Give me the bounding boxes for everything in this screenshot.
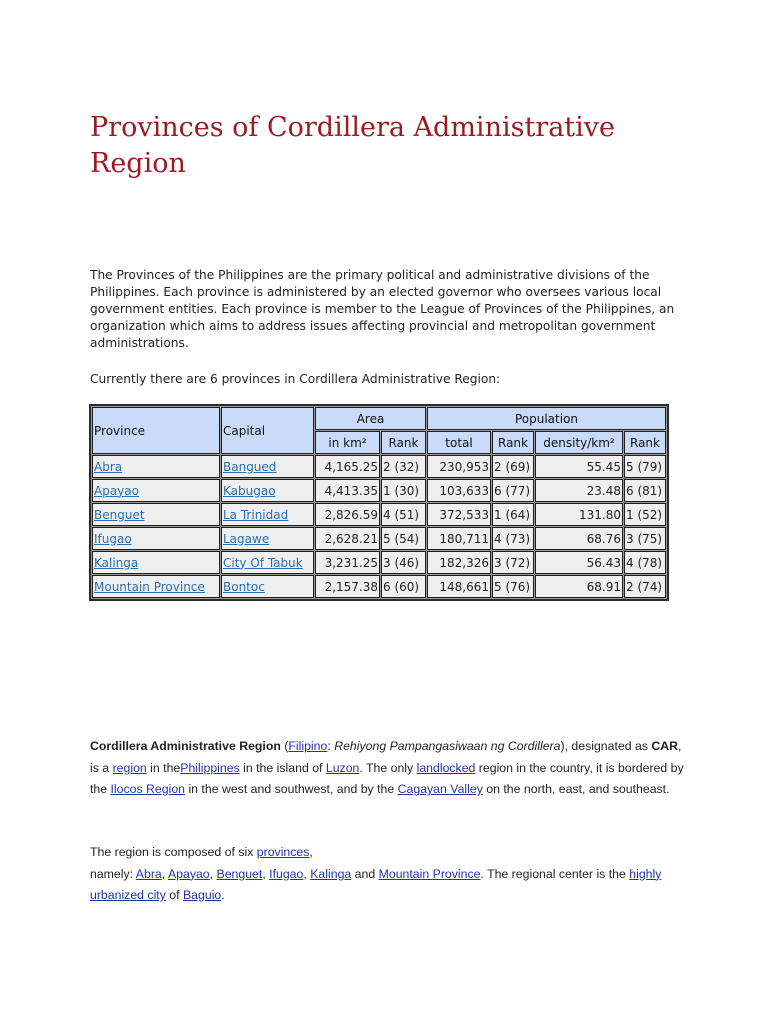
provinces-link[interactable]: provinces xyxy=(256,845,310,859)
philippines-link[interactable]: Philippines xyxy=(180,760,240,775)
capital-link[interactable]: City Of Tabuk xyxy=(223,555,303,570)
population-rank: 5 (76) xyxy=(492,575,534,598)
car-bold: CAR xyxy=(651,739,679,753)
density-rank: 5 (79) xyxy=(624,455,666,478)
header-pop-total: total xyxy=(427,431,491,454)
density-value: 68.91 xyxy=(535,575,623,598)
intro-paragraph: The Provinces of the Philippines are the primary political and administrative divisions of the Philippines. Each province is administered by an elected governor who oversees various local government entities. Each province is member to the League of Provinces of the Philippines, an organization which aims to address issues affecting provincial and metropolitan government administrations. xyxy=(90,268,675,350)
mountain-province-link[interactable]: Mountain Province xyxy=(378,866,481,881)
filipino-link[interactable]: Filipino xyxy=(288,739,328,753)
area-value: 4,413.35 xyxy=(315,479,380,502)
page-title: Provinces of Cordillera Administrative Region xyxy=(90,112,616,179)
highly-urbanized-city-link[interactable]: highly urbanized city xyxy=(90,866,662,902)
header-area: Area xyxy=(315,407,426,430)
region-description-paragraph: Cordillera Administrative Region (Filipino: Rehiyong Pampangasiwaan ng Cordillera), designated as CAR, is a region in thePhilippines in the island of Luzon. The only landlocked region in the country, it is bordered by the Ilocos Region in the west and southwest, and by the Cagayan Valley on the north, east, and southeast. xyxy=(90,739,684,796)
capital-link[interactable]: La Trinidad xyxy=(223,507,289,522)
table-row xyxy=(92,575,666,598)
province-link[interactable]: Abra xyxy=(94,459,123,474)
filipino-name: Rehiyong Pampangasiwaan ng Cordillera xyxy=(334,739,561,753)
table-row xyxy=(92,503,666,526)
population-total: 182,326 xyxy=(427,551,491,574)
capital-link[interactable]: Lagawe xyxy=(223,531,270,546)
density-value: 56.43 xyxy=(535,551,623,574)
region-link[interactable]: region xyxy=(112,760,147,775)
header-area-km: in km² xyxy=(315,431,380,454)
baguio-link[interactable]: Baguio xyxy=(182,888,222,902)
province-link[interactable]: Kalinga xyxy=(94,555,139,570)
area-value: 2,157.38 xyxy=(315,575,380,598)
population-rank: 2 (69) xyxy=(492,455,534,478)
area-rank: 2 (32) xyxy=(381,455,426,478)
population-rank: 3 (72) xyxy=(492,551,534,574)
cagayan-valley-link[interactable]: Cagayan Valley xyxy=(397,782,483,796)
header-density-rank: Rank xyxy=(624,431,666,454)
population-total: 103,633 xyxy=(427,479,491,502)
density-rank: 3 (75) xyxy=(624,527,666,550)
density-value: 55.45 xyxy=(535,455,623,478)
ifugao-link[interactable]: Ifugao xyxy=(269,866,304,881)
area-rank: 6 (60) xyxy=(381,575,426,598)
capital-link[interactable]: Bangued xyxy=(223,459,277,474)
table-row xyxy=(92,455,666,478)
population-total: 372,533 xyxy=(427,503,491,526)
region-name-bold: Cordillera Administrative Region xyxy=(90,739,281,753)
area-rank: 5 (54) xyxy=(381,527,426,550)
area-rank: 4 (51) xyxy=(381,503,426,526)
header-density: density/km² xyxy=(535,431,623,454)
density-value: 131.80 xyxy=(535,503,623,526)
density-rank: 1 (52) xyxy=(624,503,666,526)
area-value: 2,628.21 xyxy=(315,527,380,550)
abra-link[interactable]: Abra xyxy=(135,866,162,881)
density-value: 68.76 xyxy=(535,527,623,550)
header-capital: Capital xyxy=(221,407,314,454)
apayao-link[interactable]: Apayao xyxy=(167,866,210,881)
population-total: 148,661 xyxy=(427,575,491,598)
header-population: Population xyxy=(427,407,666,430)
population-total: 230,953 xyxy=(427,455,491,478)
header-pop-rank: Rank xyxy=(492,431,534,454)
area-value: 2,826.59 xyxy=(315,503,380,526)
population-rank: 6 (77) xyxy=(492,479,534,502)
ilocos-region-link[interactable]: Ilocos Region xyxy=(110,782,186,796)
province-link[interactable]: Mountain Province xyxy=(94,579,205,594)
density-rank: 4 (78) xyxy=(624,551,666,574)
header-area-rank: Rank xyxy=(381,431,426,454)
population-total: 180,711 xyxy=(427,527,491,550)
province-link[interactable]: Benguet xyxy=(94,507,145,522)
capital-link[interactable]: Bontoc xyxy=(223,579,265,594)
table-row xyxy=(92,527,666,550)
capital-link[interactable]: Kabugao xyxy=(223,483,276,498)
kalinga-link[interactable]: Kalinga xyxy=(310,866,352,881)
area-rank: 1 (30) xyxy=(381,479,426,502)
table-row xyxy=(92,551,666,574)
population-rank: 4 (73) xyxy=(492,527,534,550)
area-rank: 3 (46) xyxy=(381,551,426,574)
provinces-table xyxy=(89,404,669,601)
luzon-link[interactable]: Luzon xyxy=(325,760,360,775)
header-province: Province xyxy=(92,407,220,454)
density-rank: 6 (81) xyxy=(624,479,666,502)
province-link[interactable]: Ifugao xyxy=(94,531,132,546)
population-rank: 1 (64) xyxy=(492,503,534,526)
area-value: 3,231.25 xyxy=(315,551,380,574)
region-composition-paragraph: The region is composed of six provinces, namely: Abra, Apayao, Benguet, Ifugao, Kalinga and Mountain Province. The regional center is the highly urbanized city of Baguio. xyxy=(90,845,662,902)
province-count-text: Currently there are 6 provinces in Cordillera Administrative Region: xyxy=(90,372,501,386)
area-value: 4,165.25 xyxy=(315,455,380,478)
benguet-link[interactable]: Benguet xyxy=(216,866,263,881)
density-rank: 2 (74) xyxy=(624,575,666,598)
table-row xyxy=(92,479,666,502)
density-value: 23.48 xyxy=(535,479,623,502)
landlocked-link[interactable]: landlocked xyxy=(416,760,476,775)
province-link[interactable]: Apayao xyxy=(94,483,139,498)
